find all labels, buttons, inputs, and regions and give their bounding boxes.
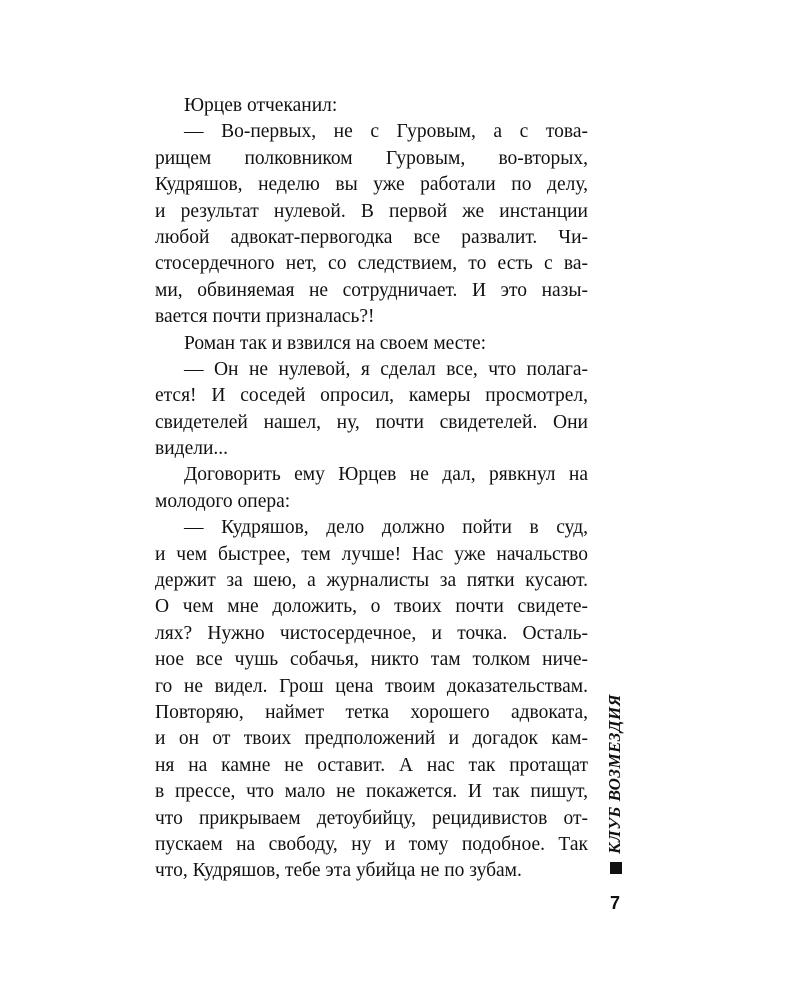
text-line: Юрцев отчеканил: (184, 95, 338, 116)
text-line: ное все чушь собачья, никто там толком ниче- (155, 649, 588, 671)
text-line: Повторяю, наймет тетка хорошего адвоката, (155, 701, 588, 723)
running-title: КЛУБ ВОЗМЕЗДИЯ (605, 694, 624, 854)
text-line: и он от твоих предположений и догадок кам- (155, 728, 588, 750)
text-line: стосердечного нет, со следствием, то есть с ва- (155, 253, 588, 275)
text-line: в прессе, что мало не покажется. И так пишут, (155, 781, 588, 803)
text-line: го не видел. Грош цена твоим доказательствам. (155, 675, 588, 697)
text-line: любой адвокат-первогодка все развалит. Чи- (155, 226, 588, 248)
text-line: рищем полковником Гуровым, во-вторых, (155, 147, 588, 169)
book-page-text (155, 93, 588, 885)
page-number: 7 (609, 893, 620, 913)
text-line: ется! И соседей опросил, камеры просмотрел, (155, 385, 588, 407)
text-line: — Во-первых, не с Гуровым, а с това- (184, 121, 588, 143)
text-line: и результат нулевой. В первой же инстанции (155, 200, 588, 222)
text-line: — Кудряшов, дело должно пойти в суд, (184, 517, 588, 539)
text-line: видели... (155, 438, 229, 460)
text-line: что прикрываем детоубийцу, рецидивистов от- (155, 807, 588, 829)
text-line: Роман так и взвился на своем месте: (184, 332, 487, 354)
text-line: свидетелей нашел, ну, почти свидетелей. Они (155, 411, 588, 433)
text-line: Кудряшов, неделю вы уже работали по делу, (155, 174, 588, 196)
text-line: ня на камне не оставит. А нас так протащат (155, 754, 588, 776)
text-line: Договорить ему Юрцев не дал, рявкнул на (184, 464, 588, 486)
text-line: ми, обвиняемая не сотрудничает. И это назы- (155, 279, 588, 301)
text-line: молодого опера: (155, 490, 291, 512)
text-line: что, Кудряшов, тебе эта убийца не по зубам. (155, 860, 522, 882)
text-line: вается почти призналась?! (155, 306, 375, 328)
text-line: О чем мне доложить, о твоих почти свидете- (155, 596, 588, 618)
text-line: лях? Нужно чистосердечное, и точка. Осталь- (155, 622, 588, 644)
text-line: — Он не нулевой, я сделал все, что полага- (184, 358, 588, 380)
text-line: пускаем на свободу, ну и тому подобное. Так (155, 833, 588, 855)
square-marker (610, 862, 622, 874)
text-line: держит за шею, а журналисты за пятки кусают. (155, 570, 588, 592)
text-line: и чем быстрее, тем лучше! Нас уже начальство (155, 543, 588, 565)
